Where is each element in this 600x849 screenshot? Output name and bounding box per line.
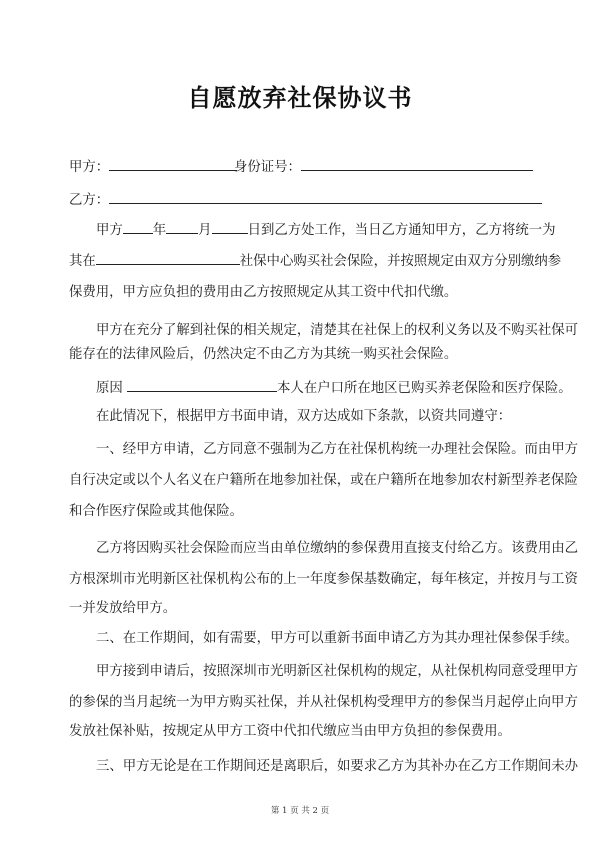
clause-2-line-1: 二、在工作期间，如有需要，甲方可以重新书面申请乙方为其办理社保参保手续。 — [96, 631, 579, 646]
paragraph-1-line-1: 甲方 年 月 日到乙方处工作，当日乙方通知甲方，乙方将统一为 — [96, 220, 556, 240]
document-title: 自愿放弃社保协议书 — [187, 84, 413, 112]
paragraph-8-line-3: 发放社保补贴，按规定从甲方工资中代扣代缴应当由甲方负担的参保费用。 — [69, 724, 511, 739]
party-b-label: 乙方： — [69, 193, 110, 208]
paragraph-6-line-1: 乙方将因购买社会保险而应当由单位缴纳的参保费用直接支付给乙方。该费用由乙 — [96, 541, 579, 556]
location-blank — [96, 251, 240, 265]
clause-1-line-1: 一、经甲方申请，乙方同意不强制为乙方在社保机构统一办理社会保险。而由甲方 — [96, 442, 579, 457]
party-a-blank — [109, 157, 237, 171]
day-blank — [212, 220, 248, 234]
reason-row: 原因 本人在户口所在地区已购买养老保险和医疗保险。 — [96, 378, 572, 398]
clause-3-line-1: 三、甲方无论是在工作期间还是离职后，如要求乙方为其补办在乙方工作期间未办 — [96, 759, 579, 774]
year-blank — [123, 220, 153, 234]
month-blank — [166, 220, 198, 234]
clause-1-line-2: 自行决定或以个人名义在户籍所在地参加社保，或在户籍所在地参加农村新型养老保险 — [69, 473, 578, 488]
page-footer: 第 1 页 共 2 页 — [270, 806, 330, 816]
paragraph-1-line-3: 保费用，甲方应负担的费用由乙方按照规定从其工资中代扣代缴。 — [69, 285, 458, 300]
paragraph-6-line-2: 方根深圳市光明新区社保机构公布的上一年度参保基数确定，每年核定，并按月与工资 — [69, 572, 578, 587]
clause-1-line-3: 和合作医疗保险或其他保险。 — [69, 504, 244, 519]
id-number-row — [234, 157, 533, 177]
id-number-blank — [301, 157, 533, 171]
party-a-label: 甲方： — [69, 160, 110, 175]
paragraph-8-line-1: 甲方接到申请后，按照深圳市光明新区社保机构的规定，从社保机构同意受理甲方 — [96, 664, 579, 679]
paragraph-2-line-2: 能存在的法律风险后，仍然决定不由乙方为其统一购买社会保险。 — [69, 347, 458, 362]
paragraph-4-line-1: 在此情况下，根据甲方书面申请，双方达成如下条款，以资共同遵守： — [96, 409, 512, 424]
paragraph-6-line-3: 一并发放给甲方。 — [69, 601, 177, 616]
party-a-row — [69, 157, 237, 177]
reason-blank — [127, 378, 277, 392]
paragraph-2-line-1: 甲方在充分了解到社保的相关规定，清楚其在社保上的权利义务以及不购买社保可 — [96, 323, 579, 338]
paragraph-8-line-2: 的参保的当月起统一为甲方购买社保，并从社保机构受理甲方的参保当月起停止向甲方 — [69, 695, 578, 710]
party-b-row — [69, 190, 542, 210]
party-b-blank — [109, 190, 542, 204]
id-number-label: 身份证号： — [234, 160, 301, 175]
paragraph-1-line-2: 其在 社保中心购买社会保险，并按照规定由双方分别缴纳参 — [69, 251, 561, 271]
